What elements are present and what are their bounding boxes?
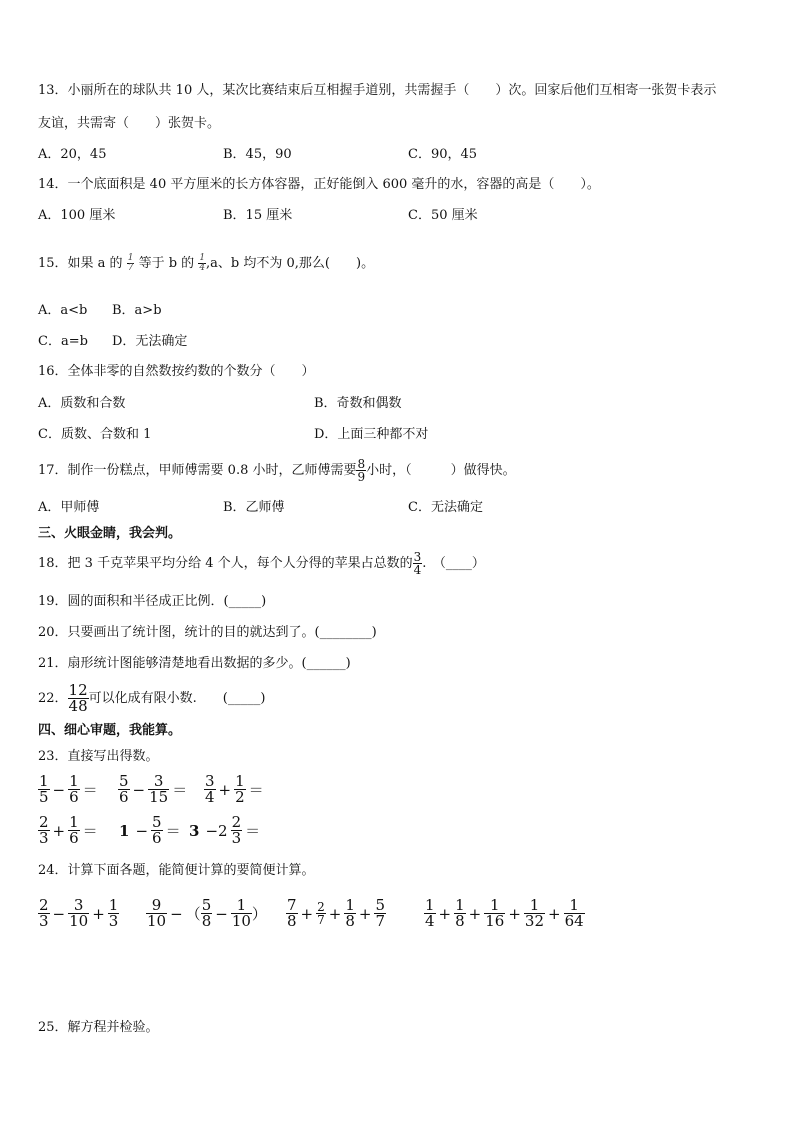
- q22-fraction: $\frac{12}{48}$: [68, 681, 88, 715]
- q15-text: [38, 252, 374, 276]
- q20-text: 20．只要画出了统计图，统计的目的就达到了。(________): [38, 625, 377, 640]
- q23-expression-1: $\frac{1}{5}$ − $\frac{1}{6}$ ＝: [39, 772, 98, 806]
- q17-fraction: $\frac{8}{9}$: [357, 457, 366, 484]
- q18-pre: 18．把 3 千克苹果平均分给 4 个人，每个人分得的苹果占总数的: [38, 556, 413, 571]
- q24-expression-4: $\frac{1}{4}$ + $\frac{1}{8}$ + $\frac{1}{16}$ + $\frac{1}{32}$ + $\frac{1}{64}$: [425, 896, 584, 930]
- q17-text: [38, 458, 516, 484]
- q13-option-b: B．45，90: [223, 147, 292, 162]
- q15-mid: 等于 b 的: [138, 256, 195, 271]
- q17-option-c: C．无法确定: [408, 500, 483, 515]
- q22-pre: 22．: [38, 691, 68, 706]
- q23-title: 23．直接写出得数。: [38, 749, 159, 764]
- q14-option-a: A．100 厘米: [38, 208, 116, 223]
- q15-option-b: B．a>b: [112, 303, 162, 318]
- q18-fraction: $\frac{3}{4}$: [413, 550, 422, 577]
- q25-text: 25．解方程并检验。: [38, 1020, 159, 1035]
- q15-fraction-2: $\frac{1}{4}$: [199, 253, 206, 273]
- q18-post: . （____）: [422, 556, 485, 571]
- q15-option-c: C．a=b: [38, 334, 88, 349]
- q14-option-b: B．15 厘米: [223, 208, 293, 223]
- q23-expression-6: 3 −2 $\frac{2}{3}$ ＝: [189, 813, 261, 847]
- q19-text: 19．圆的面积和半径成正比例．(_____): [38, 594, 267, 609]
- section-3-heading: 三、火眼金睛，我会判。: [38, 526, 182, 541]
- q13-option-a: A．20，45: [38, 147, 107, 162]
- q17-post: 小时，（ ）做得快。: [366, 463, 516, 478]
- q15-option-a: A．a<b: [38, 303, 88, 318]
- q13-line2: 友谊，共需寄（ ）张贺卡。: [38, 116, 221, 131]
- q23-expression-2: $\frac{5}{6}$ − $\frac{3}{15}$ ＝: [119, 772, 188, 806]
- q24-expression-1: $\frac{2}{3}$ − $\frac{3}{10}$ + $\frac{1}{3}$: [39, 896, 119, 930]
- q15-pre: 15．如果 a 的: [38, 256, 123, 271]
- q15-option-d: D．无法确定: [112, 334, 188, 349]
- q22-text: [38, 682, 265, 716]
- q16-option-b: B．奇数和偶数: [314, 396, 402, 411]
- q23-expression-4: $\frac{2}{3}$ + $\frac{1}{6}$ ＝: [39, 813, 98, 847]
- q16-option-d: D．上面三种都不对: [314, 427, 429, 442]
- q17-option-b: B．乙师傅: [223, 500, 285, 515]
- q13-option-c: C．90，45: [408, 147, 478, 162]
- q23-expression-3: $\frac{3}{4}$ + $\frac{1}{2}$ ＝: [205, 772, 264, 806]
- q24-title: 24．计算下面各题，能简便计算的要简便计算。: [38, 863, 315, 878]
- q14-text: 14．一个底面积是 40 平方厘米的长方体容器，正好能倒入 600 毫升的水，容器的高是（ ）。: [38, 177, 600, 192]
- q16-option-a: A．质数和合数: [38, 396, 126, 411]
- q17-option-a: A．甲师傅: [38, 500, 100, 515]
- q17-pre: 17．制作一份糕点，甲师傅需要 0.8 小时，乙师傅需要: [38, 463, 357, 478]
- q24-expression-2: $\frac{9}{10}$ − （ $\frac{5}{8}$ − $\frac{1}{10}$ ）: [147, 896, 267, 930]
- q14-option-c: C．50 厘米: [408, 208, 478, 223]
- q15-post: ,a、b 均不为 0,那么( )。: [206, 256, 375, 271]
- q21-text: 21．扇形统计图能够清楚地看出数据的多少。(______): [38, 656, 351, 671]
- q22-post: 可以化成有限小数. (_____): [88, 691, 266, 706]
- q16-option-c: C．质数、合数和 1: [38, 427, 152, 442]
- q23-expression-5: 1 − $\frac{5}{6}$ ＝: [119, 813, 181, 847]
- q16-text: 16．全体非零的自然数按约数的个数分（ ）: [38, 364, 315, 379]
- q18-text: [38, 551, 485, 577]
- section-4-heading: 四、细心审题，我能算。: [38, 723, 182, 738]
- q13-line1: 13．小丽所在的球队共 10 人，某次比赛结束后互相握手道别，共需握手（ ）次。回家后他们互相寄一张贺卡表示: [38, 83, 717, 98]
- q24-expression-3: $\frac{7}{8}$ + $\frac{2}{7}$ + $\frac{1}{8}$ + $\frac{5}{7}$: [287, 896, 386, 930]
- q15-fraction-1: $\frac{1}{7}$: [127, 253, 134, 273]
